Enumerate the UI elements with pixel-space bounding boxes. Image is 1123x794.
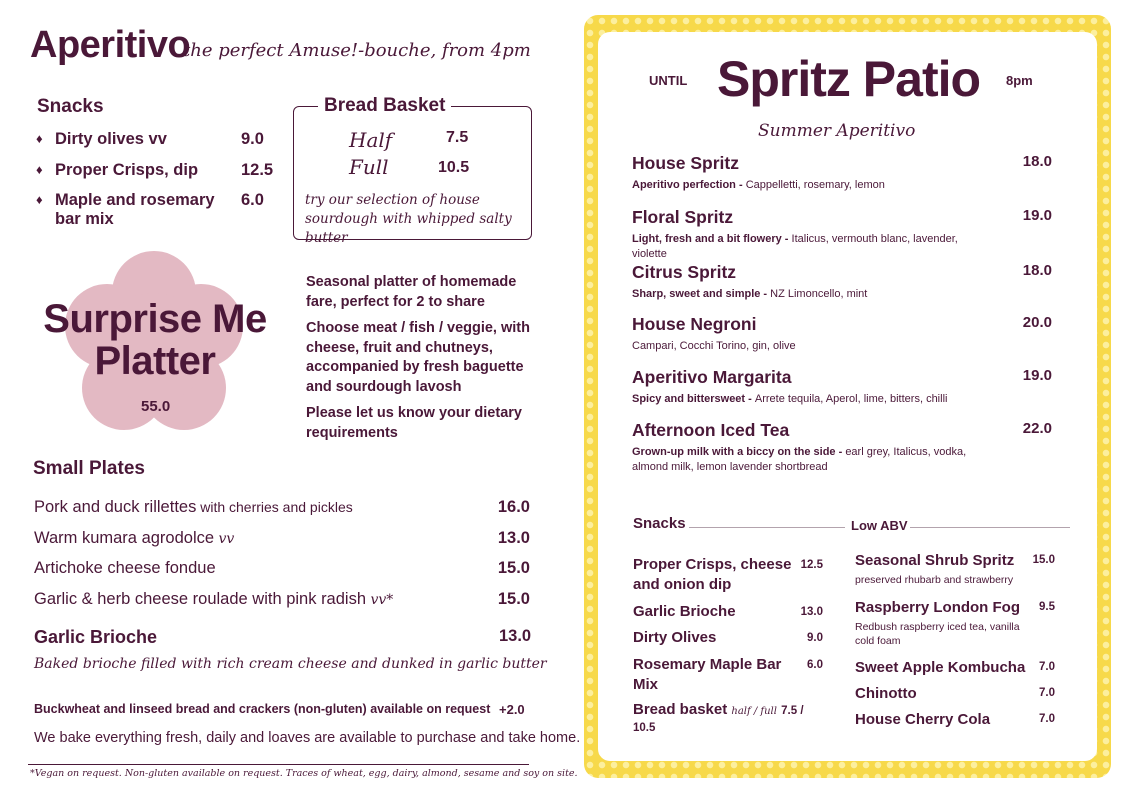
patio-bread-basket xyxy=(633,701,823,735)
patio-snack-item xyxy=(633,655,823,695)
low-abv-name: House Cherry Cola xyxy=(855,711,991,728)
spritz-subtitle: Summer Aperitivo xyxy=(758,121,916,141)
low-abv-price: 7.0 xyxy=(1039,713,1055,725)
garlic-brioche-name: Garlic Brioche xyxy=(34,627,158,647)
drink-lead: Grown-up milk with a biccy on the side - xyxy=(632,446,846,458)
bread-size-half: Half xyxy=(349,128,393,152)
low-abv-name: Chinotto xyxy=(855,685,917,702)
patio-snack-item xyxy=(633,628,823,648)
footnote-divider xyxy=(28,764,529,765)
low-abv-price: 15.0 xyxy=(1032,554,1055,566)
low-abv-desc: Redbush raspberry iced tea, vanilla cold foam xyxy=(855,621,1020,647)
patio-snack-price: 13.0 xyxy=(800,606,823,618)
snack-name: Proper Crisps, dip xyxy=(55,161,199,179)
until-label: UNTIL xyxy=(649,73,688,88)
snack-name: Dirty olives vv xyxy=(55,130,167,148)
spritz-title: Spritz Patio xyxy=(717,51,981,107)
low-abv-name: Sweet Apple Kombucha xyxy=(855,659,1026,676)
bread-size-full: Full xyxy=(349,155,389,179)
small-plate-name: Artichoke cheese fondue xyxy=(34,559,216,577)
drink-price: 19.0 xyxy=(1022,207,1052,224)
patio-bread-basket-price: 7.5 / 10.5 xyxy=(633,705,804,734)
buckwheat-price: +2.0 xyxy=(499,702,525,717)
snacks-heading: Snacks xyxy=(37,96,104,117)
low-abv-item xyxy=(855,685,1055,702)
bread-basket-heading: Bread Basket xyxy=(318,95,451,117)
patio-snack-price: 12.5 xyxy=(800,559,823,571)
patio-snacks-heading: Snacks xyxy=(633,515,686,532)
drink-desc: Cappelletti, rosemary, lemon xyxy=(745,179,885,191)
small-plate-price: 15.0 xyxy=(497,559,530,577)
low-abv-item xyxy=(855,599,1055,648)
patio-bread-basket-name: Bread basket xyxy=(633,701,728,718)
diamond-icon: ♦ xyxy=(36,131,43,146)
snacks-divider xyxy=(689,527,845,528)
low-abv-divider xyxy=(910,527,1070,528)
small-plate-name: Warm kumara agrodolce xyxy=(34,529,215,547)
patio-snack-item xyxy=(633,555,823,595)
small-plate-name: Garlic & herb cheese roulade with pink radish xyxy=(34,590,367,608)
diamond-icon: ♦ xyxy=(36,162,43,177)
low-abv-desc: preserved rhubarb and strawberry xyxy=(855,574,1014,586)
snack-name: Maple and rosemary bar mix xyxy=(55,191,215,228)
low-abv-item xyxy=(855,552,1055,587)
bread-basket-note: try our selection of house sourdough with whipped salty butter xyxy=(305,192,512,246)
small-plate-name: Pork and duck rillettes xyxy=(34,498,197,516)
drink-name: Aperitivo Margarita xyxy=(632,367,792,387)
drink-lead: Sharp, sweet and simple - xyxy=(632,288,771,300)
patio-snack-item xyxy=(633,602,823,622)
platter-description: Choose meat / fish / veggie, with cheese, fruit and chutneys, accompanied by fresh baguette and sourdough lavosh xyxy=(306,320,530,395)
drink-name: Floral Spritz xyxy=(632,207,734,227)
drink-lead: Aperitivo perfection - xyxy=(632,179,746,191)
buckwheat-note: Buckwheat and linseed bread and crackers (non-gluten) available on request xyxy=(34,702,491,716)
small-plates-heading: Small Plates xyxy=(33,458,145,479)
drink-desc: NZ Limoncello, mint xyxy=(770,288,868,300)
low-abv-item xyxy=(855,711,1055,728)
small-plate-price: 16.0 xyxy=(497,498,530,516)
snack-price: 12.5 xyxy=(241,161,274,179)
platter-title: Surprise Me Platter xyxy=(43,297,267,383)
drink-desc: Arrete tequila, Aperol, lime, bitters, chilli xyxy=(754,393,948,405)
footnote: *Vegan on request. Non-gluten available on request. Traces of wheat, egg, dairy, almond, sesame and soy on site. xyxy=(30,768,578,779)
drink-price: 18.0 xyxy=(1022,262,1052,279)
patio-snack-name: Dirty Olives xyxy=(633,629,717,646)
platter-description: Please let us know your dietary requirements xyxy=(306,405,522,441)
low-abv-heading: Low ABV xyxy=(851,518,908,533)
drink-name: House Spritz xyxy=(632,153,739,173)
time-label: 8pm xyxy=(1006,73,1033,88)
small-plate-extra: vv* xyxy=(366,592,394,608)
bake-note: We bake everything fresh, daily and loaves are available to purchase and take home. xyxy=(34,730,581,746)
small-plate-price: 15.0 xyxy=(497,590,530,608)
platter-price: 55.0 xyxy=(141,398,171,415)
small-plate-extra: vv xyxy=(214,531,235,547)
drink-name: Citrus Spritz xyxy=(632,262,737,282)
aperitivo-subtitle: the perfect Amuse!-bouche, from 4pm xyxy=(183,40,531,61)
drink-price: 20.0 xyxy=(1022,314,1052,331)
aperitivo-title: Aperitivo xyxy=(30,24,191,66)
drink-name: House Negroni xyxy=(632,314,757,334)
patio-bread-basket-sizes: half / full xyxy=(731,706,777,717)
patio-snack-name: Proper Crisps, cheese and onion dip xyxy=(633,556,792,593)
platter-description: Seasonal platter of homemade fare, perfect for 2 to share xyxy=(306,274,517,310)
snack-price: 9.0 xyxy=(241,130,264,148)
patio-snack-price: 9.0 xyxy=(807,632,823,644)
drink-desc: earl grey, Italicus, vodka, almond milk, lemon lavender shortbread xyxy=(632,446,967,473)
low-abv-price: 7.0 xyxy=(1039,661,1055,673)
drink-name: Afternoon Iced Tea xyxy=(632,420,790,440)
patio-snack-name: Rosemary Maple Bar Mix xyxy=(633,656,782,693)
small-plate-price: 13.0 xyxy=(497,529,530,547)
low-abv-price: 9.5 xyxy=(1039,601,1055,613)
low-abv-price: 7.0 xyxy=(1039,687,1055,699)
drink-lead: Spicy and bittersweet - xyxy=(632,393,755,405)
snack-price: 6.0 xyxy=(241,191,264,209)
bread-price-half: 7.5 xyxy=(446,129,469,146)
patio-snack-price: 6.0 xyxy=(807,659,823,671)
low-abv-name: Seasonal Shrub Spritz xyxy=(855,552,1015,569)
drink-price: 19.0 xyxy=(1022,367,1052,384)
diamond-icon: ♦ xyxy=(36,192,43,207)
patio-snack-name: Garlic Brioche xyxy=(633,603,736,620)
drink-price: 22.0 xyxy=(1022,420,1052,437)
drink-desc: Campari, Cocchi Torino, gin, olive xyxy=(632,340,796,352)
garlic-brioche-description: Baked brioche filled with rich cream cheese and dunked in garlic butter xyxy=(34,656,547,672)
low-abv-name: Raspberry London Fog xyxy=(855,599,1020,616)
bread-price-full: 10.5 xyxy=(438,159,470,176)
garlic-brioche-price: 13.0 xyxy=(499,627,532,645)
drink-lead: Light, fresh and a bit flowery - xyxy=(632,233,792,245)
drink-desc: Italicus, vermouth blanc, lavender, violette xyxy=(632,233,958,260)
small-plate-extra: with cherries and pickles xyxy=(196,499,353,515)
drink-price: 18.0 xyxy=(1022,153,1052,170)
low-abv-item xyxy=(855,659,1055,676)
